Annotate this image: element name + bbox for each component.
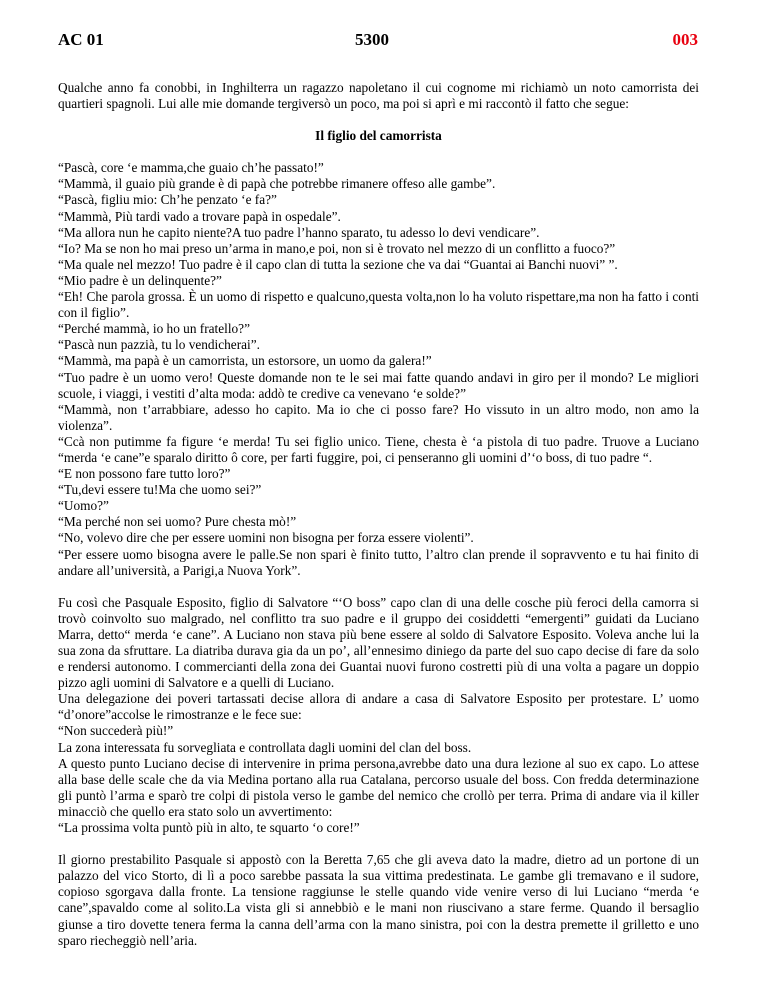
page-header — [58, 32, 698, 54]
closing-paragraph: Il giorno prestabilito Pasquale si appostò con la Beretta 7,65 che gli aveva dato la madre, dietro ad un portone di un palazzo del vico Storto, di lì a poco sarebbe passata la sua vittima predestinata. Le gambe gli tremavano e il sudore, copioso sgorgava dalla fronte. La tensione raggiunse le stelle quando vide venire verso di lui Luciano “merda ‘e cane”,spavaldo come al solito.La vista gli si annebbiò e le mani non riuscivano a stare ferme. Quando il bersaglio giunse a tiro dovette tenera ferma la canna dell’arma con la mano sinistra, poi con la destra premette il grilletto e uno sparo riecheggiò nell’aria. — [58, 852, 699, 948]
dialogue-line: “Ma allora nun he capito niente?A tuo padre l’hanno sparato, tu adesso lo devi vendicare”. — [58, 224, 540, 240]
narrative-paragraph: “Non succederà più!” — [58, 723, 174, 739]
dialogue-line: “Ccà non putimme fa figure ‘e merda! Tu sei figlio unico. Tiene, chesta è ‘a pistola di tuo padre. Truove a Luciano “merda ‘e cane”e sparalo diritto ô core, per farti fuggire, poi, ci penseranno gli uomini d’‘o boss, di tuo padre “. — [58, 433, 699, 465]
narrative-paragraph: La zona interessata fu sorvegliata e controllata dagli uomini del clan del boss. — [58, 739, 472, 755]
dialogue-line: “Tuo padre è un uomo vero! Queste domande non te le sei mai fatte quando andavi in giro per il mondo? Le migliori scuole, i viaggi, i vestiti d’alta moda: addò te credive ca venevano ‘e solde?” — [58, 369, 699, 401]
dialogue-line: “Mammà, ma papà è un camorrista, un estorsore, un uomo da galera!” — [58, 353, 432, 369]
dialogue-line: “Mammà, il guaio più grande è di papà che potrebbe rimanere offeso alle gambe”. — [58, 176, 496, 192]
dialogue-line: “Mammà, non t’arrabbiare, adesso ho capito. Ma io che ci posso fare? Ho vissuto in un altro modo, non amo la violenza”. — [58, 401, 699, 433]
dialogue-line: “Mammà, Più tardi vado a trovare papà in ospedale”. — [58, 208, 341, 224]
dialogue-line: “Ma quale nel mezzo! Tuo padre è il capo clan di tutta la sezione che va dai “Guantai ai Banchi nuovi” ”. — [58, 256, 618, 272]
header-page-number: 003 — [672, 30, 698, 49]
dialogue-line: “Pascà, core ‘e mamma,che guaio ch’he passato!” — [58, 160, 324, 176]
header-code: AC 01 — [58, 30, 104, 49]
dialogue-line: “Io? Ma se non ho mai preso un’arma in mano,e poi, non si è trovato nel mezzo di un conflitto a fuoco?” — [58, 240, 616, 256]
dialogue-line: “Tu,devi essere tu!Ma che uomo sei?” — [58, 482, 262, 498]
dialogue-line: “Eh! Che parola grossa. È un uomo di rispetto e qualcuno,questa volta,non lo ha voluto rispettare,ma non ha fatto i conti con il figlio”. — [58, 289, 699, 321]
narrative-paragraph: Fu così che Pasquale Esposito, figlio di Salvatore “‘O boss” capo clan di una delle cosche più feroci della camorra si trovò coinvolto suo malgrado, nel conflitto tra suo padre e il gruppo dei cosiddetti “emergenti” guidati da Luciano Marra, detto“ merda ‘e cane”. A Luciano non stava più bene essere al soldo di Salvatore Esposito. Voleva anche lui la sua zona da sfruttare. La diatriba durava gia da un po’, all’ennesimo diniego da parte del suo capo decise di fare da solo e rendersi autonomo. I commercianti della zona dei Guantai nuovi furono costretti più di una volta a pagare un doppio pizzo agli uomini di Salvatore e a quelli di Luciano. — [58, 594, 699, 691]
dialogue-line: “E non possono fare tutto loro?” — [58, 466, 231, 482]
narrative-section — [58, 595, 699, 836]
dialogue-line: “Perché mammà, io ho un fratello?” — [58, 321, 250, 337]
header-number: 5300 — [355, 30, 389, 49]
dialogue-section — [58, 160, 699, 578]
dialogue-line: “Mio padre è un delinquente?” — [58, 272, 222, 288]
document-body — [58, 80, 699, 949]
dialogue-line: “Per essere uomo bisogna avere le palle.Se non spari è finito tutto, l’altro clan prende il sopravvento e tu hai finito di andare all’università, a Parigi,a Nuova York”. — [58, 546, 699, 578]
dialogue-line: “Pascà nun pazzià, tu lo vendicherai”. — [58, 337, 260, 353]
dialogue-line: “No, volevo dire che per essere uomini non bisogna per forza essere violenti”. — [58, 530, 474, 546]
dialogue-line: “Ma perché non sei uomo? Pure chesta mò!” — [58, 514, 297, 530]
dialogue-line: “Pascà, figliu mio: Ch’he penzato ‘e fa?” — [58, 192, 277, 208]
narrative-paragraph: “La prossima volta puntò più in alto, te squarto ‘o core!” — [58, 820, 360, 836]
narrative-paragraph: Una delegazione dei poveri tartassati decise allora di andare a casa di Salvatore Esposito per protestare. L’ uomo “d’onore”accolse le rimostranze e le fece sue: — [58, 691, 699, 723]
intro-paragraph: Qualche anno fa conobbi, in Inghilterra un ragazzo napoletano il cui cognome mi richiamò un noto camorrista dei quartieri spagnoli. Lui alle mie domande tergiversò un poco, ma poi si aprì e mi raccontò il fatto che segue: — [58, 80, 699, 112]
dialogue-line: “Uomo?” — [58, 498, 109, 514]
story-title: Il figlio del camorrista — [315, 128, 442, 144]
narrative-paragraph: A questo punto Luciano decise di intervenire in prima persona,avrebbe dato una dura lezione al suo ex capo. Lo attese alla base delle scale che da via Medina portano alla rua Catalana, percorso usuale del boss. Con fredda determinazione gli puntò l’arma e sparò tre colpi di pistola verso le gambe del nemico che crollò per terra. Prima di andare via il killer minacciò che quello era stato solo un avvertimento: — [58, 755, 699, 819]
